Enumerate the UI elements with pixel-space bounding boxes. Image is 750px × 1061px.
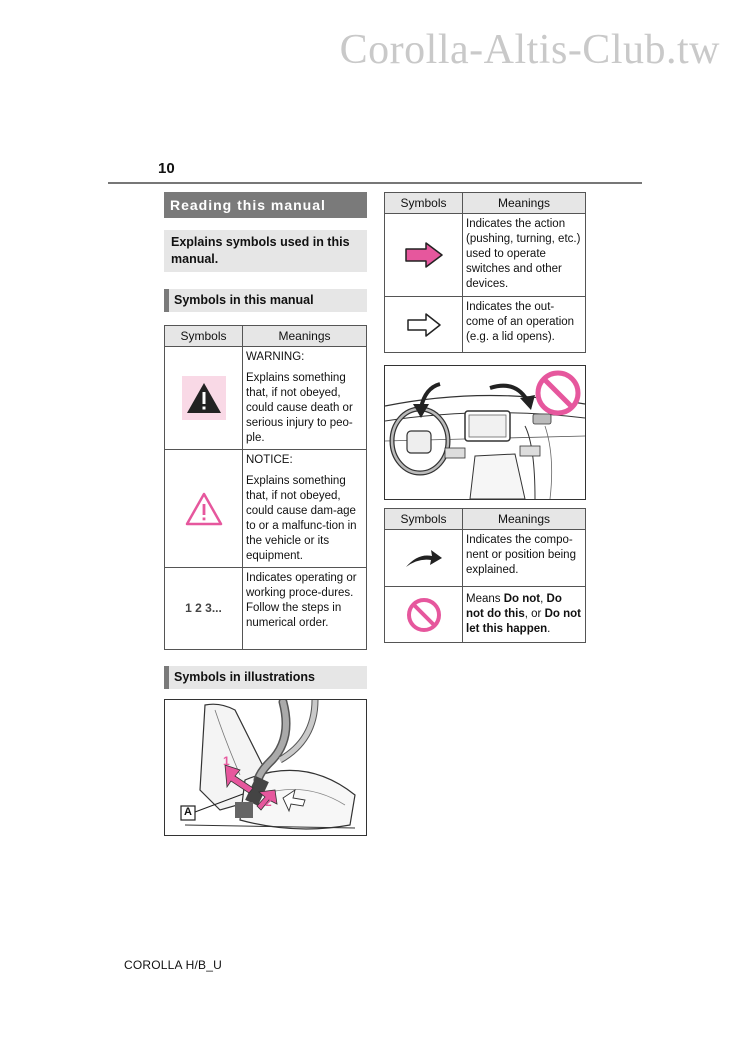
dashboard-illustration: [384, 365, 586, 500]
right-column: [384, 192, 586, 643]
meaning-cell: [463, 587, 586, 643]
prohibit-text-5: Do not let this happen: [466, 608, 581, 635]
arrows-table: [384, 192, 586, 353]
symbols-manual-title: Symbols in this manual: [164, 289, 367, 312]
symbol-cell: [385, 587, 463, 643]
symbol-cell: [385, 297, 463, 353]
section-title: Reading this manual: [164, 192, 367, 218]
table-header-row: [385, 193, 586, 214]
watermark: Corolla-Altis-Club.tw: [339, 27, 720, 73]
symbol-cell: [165, 347, 243, 450]
symbols-manual-table: [164, 325, 367, 650]
meaning-cell: [243, 347, 367, 450]
seatbelt-illustration: [164, 699, 367, 836]
notice-label: NOTICE:: [246, 454, 293, 466]
table-header-row: [165, 326, 367, 347]
prohibit-text-1: Do not: [503, 593, 541, 605]
section-explain: Explains symbols used in this manual.: [164, 230, 367, 272]
step-numbers-icon: 1 2 3...: [185, 600, 222, 615]
warning-text: Explains something that, if not obeyed, could cause death or serious injury to peo-ple.: [246, 372, 353, 444]
footer-model: COROLLA H/B_U: [124, 958, 222, 972]
col-symbols: Symbols: [165, 326, 243, 347]
prohibit-text-3: Do not do this: [466, 593, 562, 620]
warning-triangle-icon: [182, 376, 226, 420]
symbols-illustrations-title: Symbols in illustrations: [164, 666, 367, 689]
outline-arrow-icon: [406, 312, 442, 338]
col-symbols: Symbols: [385, 193, 463, 214]
step-2-label: 2: [265, 795, 272, 809]
prohibit-text-4: , or: [524, 608, 545, 620]
meaning-cell: Indicates the out-come of an operation (e.g. a lid opens).: [463, 297, 586, 353]
dashboard-drawing: [385, 366, 585, 499]
symbol-cell: [165, 568, 243, 650]
table-row: [165, 568, 367, 650]
symbol-cell: [385, 530, 463, 587]
notice-text: Explains something that, if not obeyed, could cause dam-age to or a malfunc-tion in the vehicle or its equipment.: [246, 475, 357, 562]
prohibit-text-2: ,: [540, 593, 547, 605]
symbol-cell: [385, 214, 463, 297]
components-table: [384, 508, 586, 643]
col-meanings: Meanings: [463, 193, 586, 214]
page-number: 10: [158, 160, 175, 177]
meaning-cell: [243, 450, 367, 568]
prohibit-text-6: .: [547, 623, 551, 635]
col-symbols: Symbols: [385, 509, 463, 530]
left-column: [164, 192, 367, 836]
prohibit-text-0: Means: [466, 593, 504, 605]
table-row: [385, 297, 586, 353]
meaning-cell: Indicates operating or working proce-dures. Follow the steps in numerical order.: [243, 568, 367, 650]
table-row: [385, 530, 586, 587]
meaning-cell: Indicates the compo-nent or position being explained.: [463, 530, 586, 587]
warning-label: WARNING:: [246, 351, 305, 363]
pink-arrow-icon: [404, 241, 444, 269]
seatbelt-drawing: [165, 700, 366, 835]
col-meanings: Meanings: [243, 326, 367, 347]
step-1-label: 1: [223, 754, 230, 768]
table-row: [165, 347, 367, 450]
header-rule: [108, 182, 642, 184]
prohibited-icon: [405, 596, 443, 634]
table-header-row: [385, 509, 586, 530]
notice-triangle-icon: [184, 491, 224, 527]
table-row: [165, 450, 367, 568]
meaning-cell: Indicates the action (pushing, turning, etc.) used to operate switches and other devices.: [463, 214, 586, 297]
symbol-cell: [165, 450, 243, 568]
curved-arrow-icon: [404, 547, 444, 569]
col-meanings: Meanings: [463, 509, 586, 530]
table-row: [385, 587, 586, 643]
figure-label-a: A: [184, 806, 192, 818]
table-row: [385, 214, 586, 297]
